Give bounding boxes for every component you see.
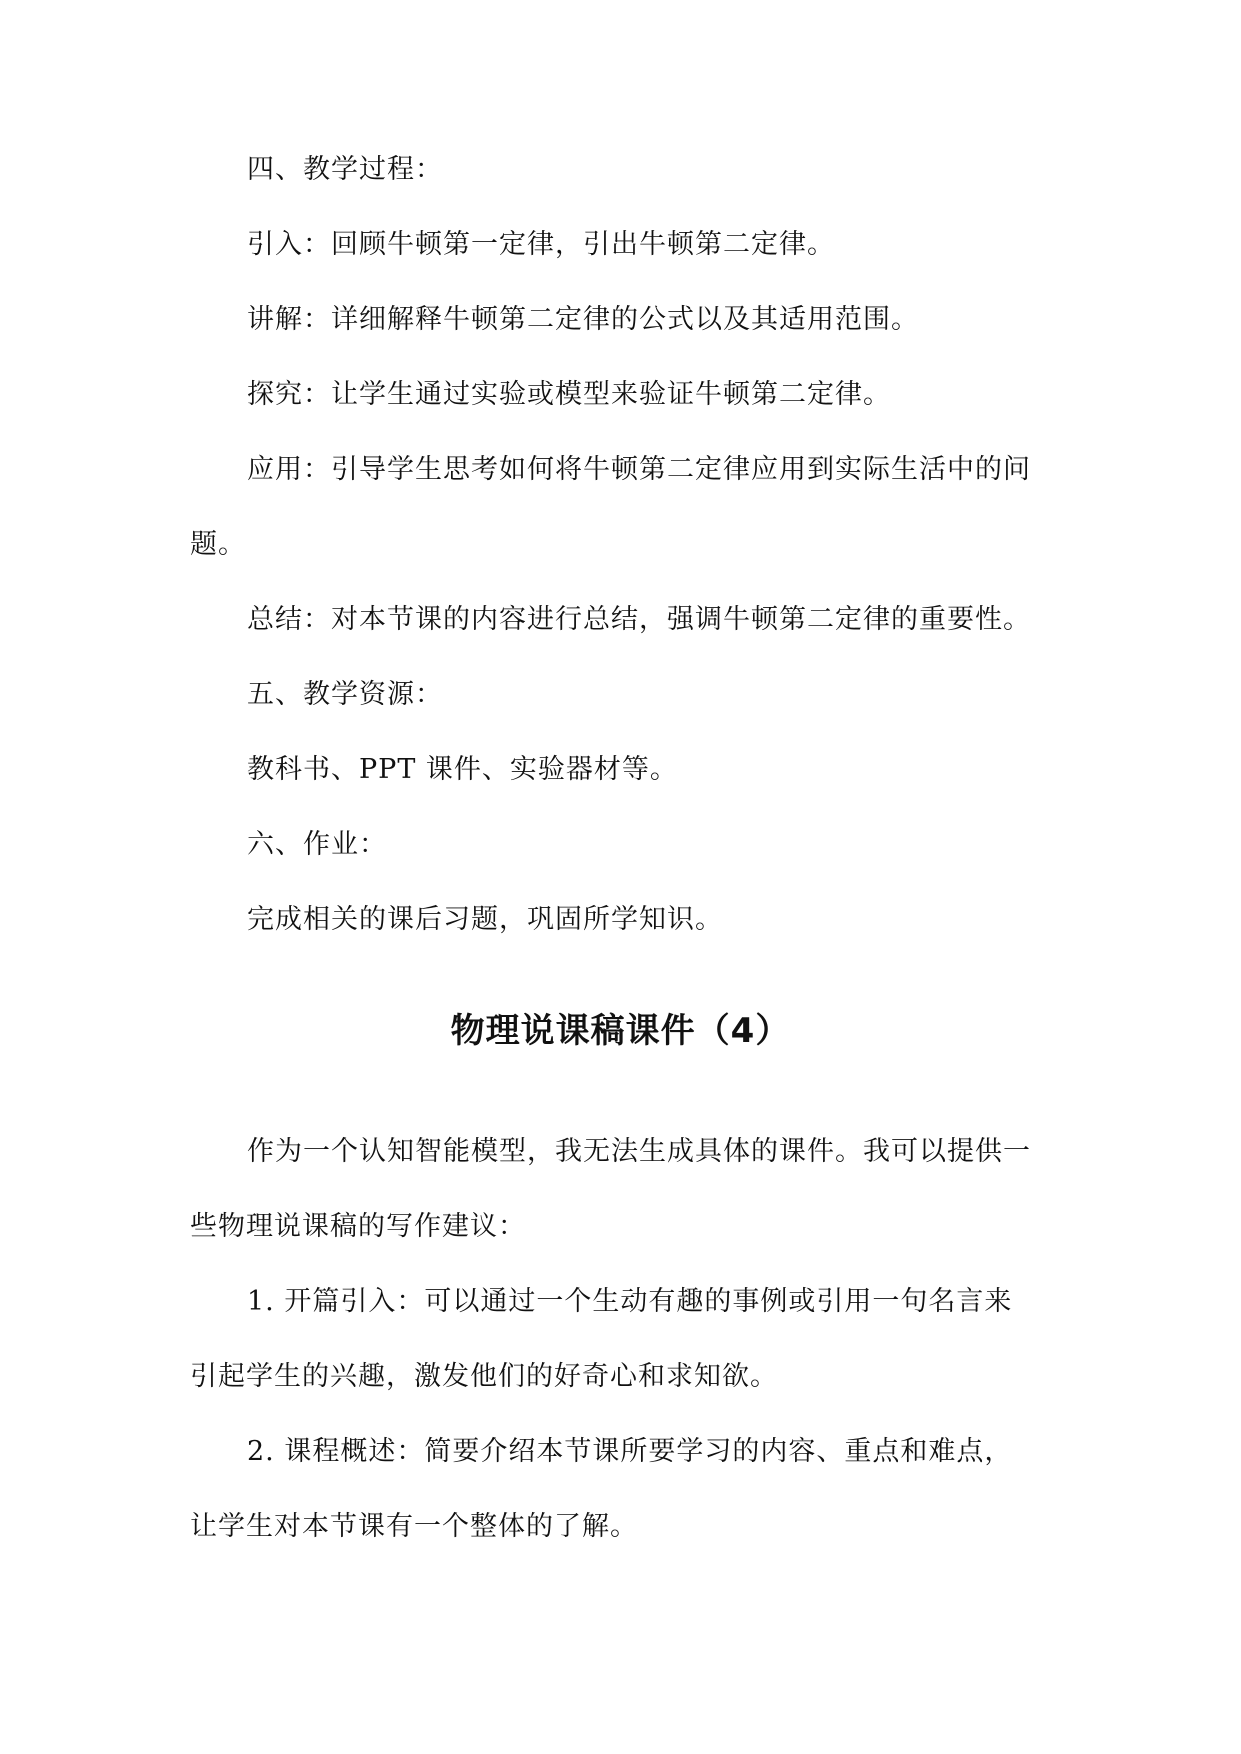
paragraph-explain: 讲解：详细解释牛顿第二定律的公式以及其适用范围。 (247, 304, 919, 335)
list-item-2-line2: 让学生对本节课有一个整体的了解。 (190, 1511, 638, 1542)
paragraph-apply-line1: 应用：引导学生思考如何将牛顿第二定律应用到实际生活中的问 (247, 454, 1031, 485)
paragraph-apply-line2: 题。 (190, 529, 246, 560)
paragraph-para1-line1: 作为一个认知智能模型，我无法生成具体的课件。我可以提供一 (247, 1136, 1031, 1167)
list-item-2-line1: 2. 课程概述：简要介绍本节课所要学习的内容、重点和难点， (247, 1436, 1013, 1467)
paragraph-para1-line2: 些物理说课稿的写作建议： (190, 1211, 526, 1242)
section-heading-process: 四、教学过程： (247, 154, 443, 185)
list-item-1-line1: 1. 开篇引入：可以通过一个生动有趣的事例或引用一句名言来 (247, 1286, 1013, 1317)
section-heading-homework: 六、作业： (247, 829, 387, 860)
list-item-1-line2: 引起学生的兴趣，激发他们的好奇心和求知欲。 (190, 1361, 778, 1392)
paragraph-intro: 引入：回顾牛顿第一定律，引出牛顿第二定律。 (247, 229, 835, 260)
paragraph-summary: 总结：对本节课的内容进行总结，强调牛顿第二定律的重要性。 (247, 604, 1031, 635)
paragraph-homework: 完成相关的课后习题，巩固所学知识。 (247, 904, 723, 935)
paragraph-explore: 探究：让学生通过实验或模型来验证牛顿第二定律。 (247, 379, 891, 410)
paragraph-resources: 教科书、PPT 课件、实验器材等。 (247, 754, 678, 785)
section-heading-resources: 五、教学资源： (247, 679, 443, 710)
document-title: 物理说课稿课件（4） (450, 1011, 791, 1051)
